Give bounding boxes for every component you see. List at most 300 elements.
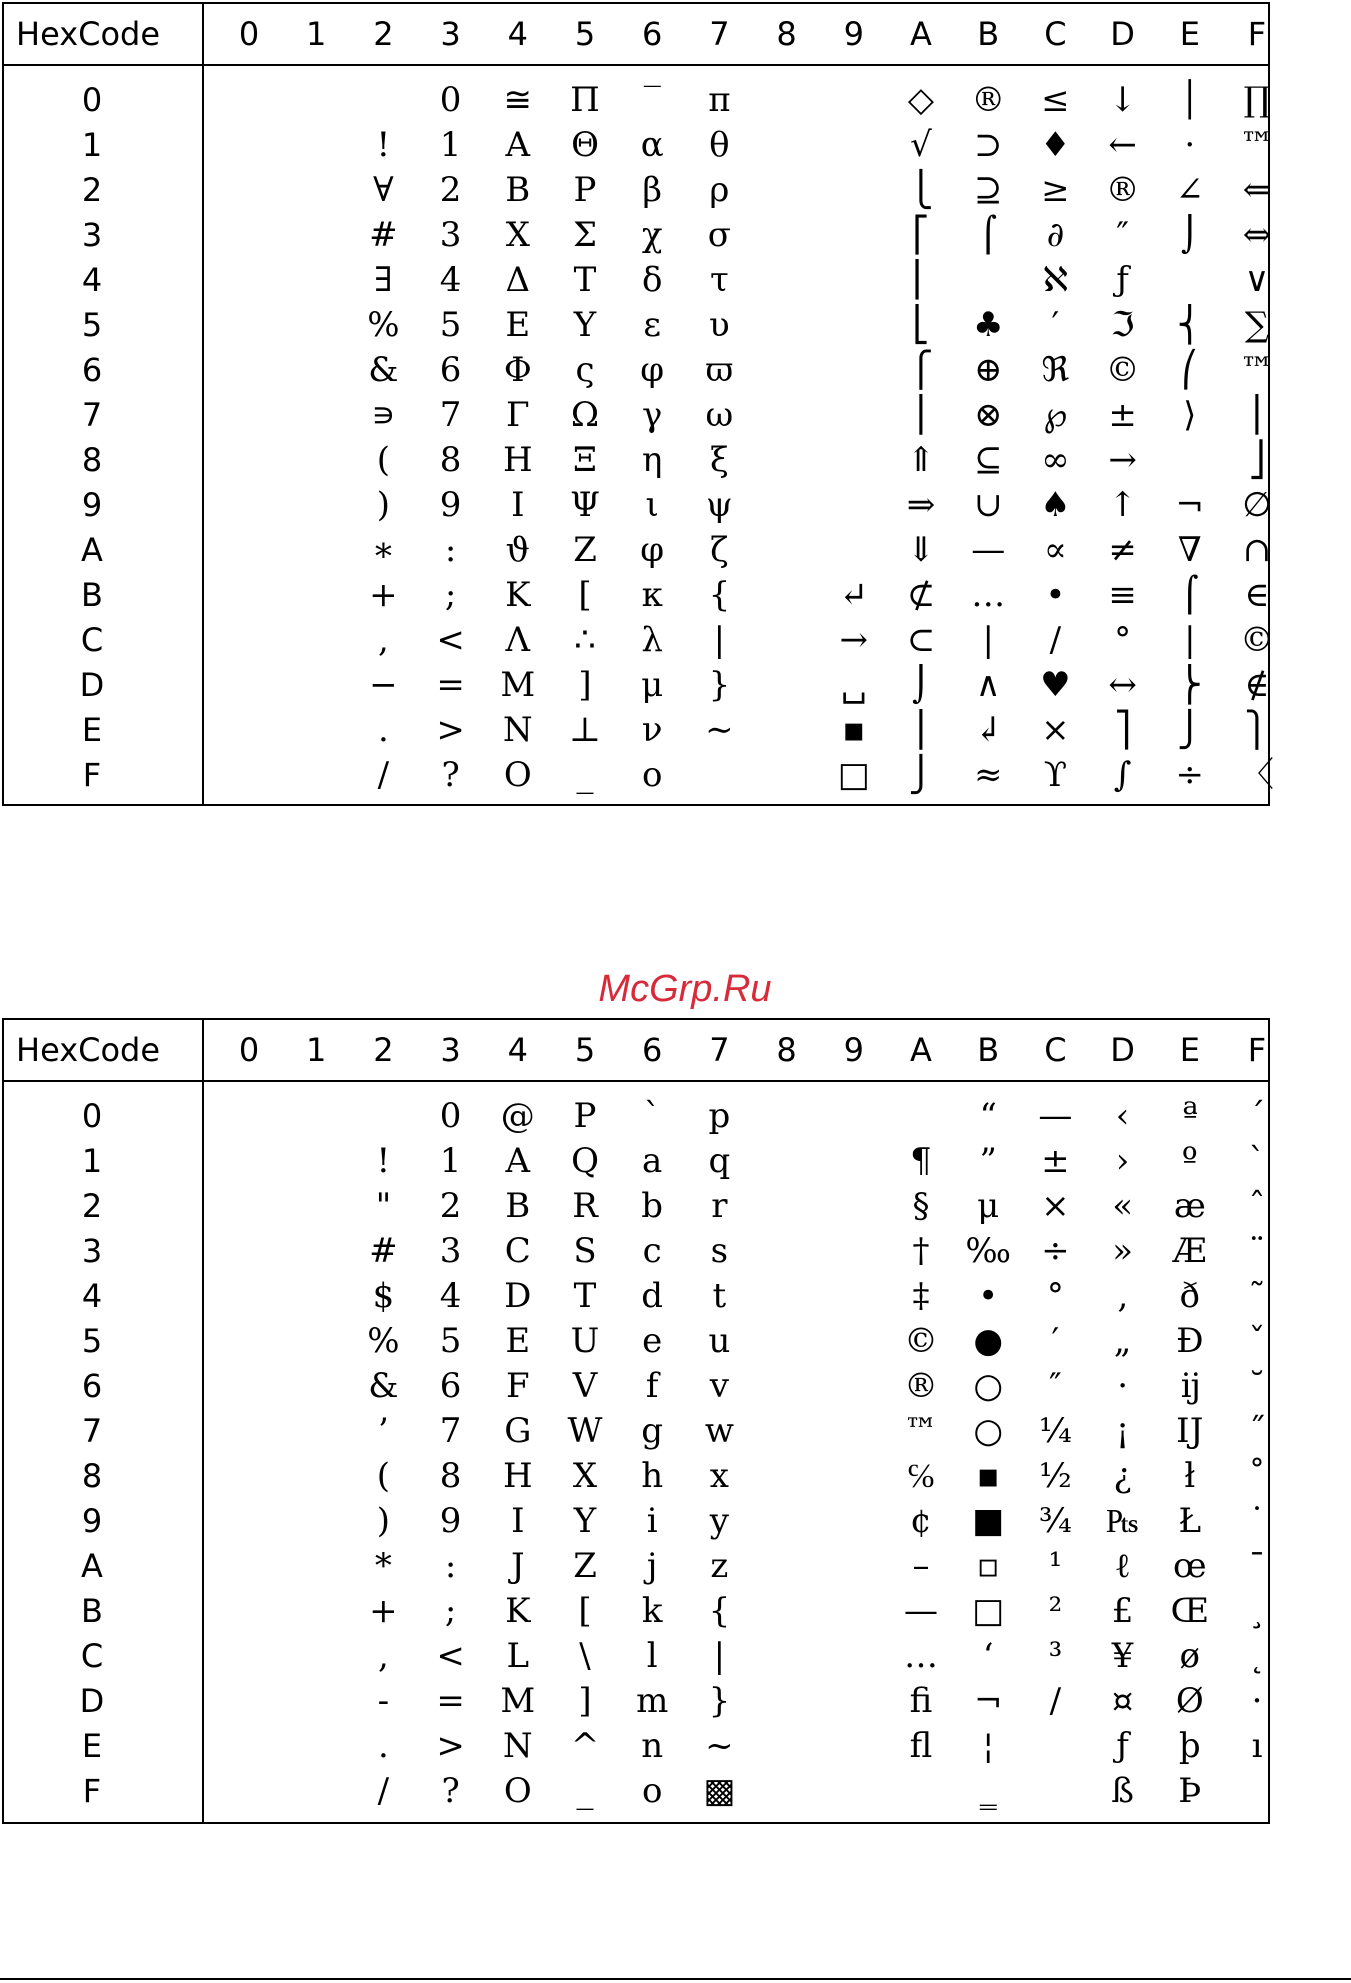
column-header-7: 7 [709, 1031, 730, 1069]
glyph-cell-c-f: © [1240, 620, 1274, 660]
glyph-cell-2-4: B [505, 1186, 531, 1226]
glyph-cell-8-4: Η [502, 440, 533, 480]
glyph-cell-d-a: ⌡ [912, 665, 930, 705]
glyph-cell-4-f: ∨ [1244, 260, 1270, 300]
glyph-cell-1-f: ` [1248, 1141, 1266, 1181]
glyph-cell-6-d: · [1117, 1366, 1128, 1406]
glyph-cell-3-3: 3 [439, 1231, 462, 1271]
glyph-cell-c-6: l [646, 1636, 658, 1676]
glyph-cell-6-a: ⎧ [908, 350, 934, 390]
glyph-cell-a-6: φ [640, 530, 665, 570]
glyph-cell-5-7: υ [709, 305, 730, 345]
glyph-cell-9-6: i [646, 1501, 658, 1541]
column-header-e: E [1179, 1031, 1200, 1069]
glyph-cell-1-b: ⊃ [973, 125, 1003, 165]
glyph-cell-2-c: × [1041, 1186, 1070, 1226]
glyph-cell-a-4: ϑ [505, 530, 530, 570]
row-header-f: F [82, 1772, 102, 1810]
glyph-cell-0-c: — [1038, 1096, 1073, 1136]
column-header-1: 1 [306, 1031, 327, 1069]
glyph-cell-d-6: μ [641, 665, 664, 705]
glyph-cell-5-e: ⎨ [1177, 305, 1203, 345]
glyph-cell-1-a: √ [910, 125, 932, 165]
row-header-6: 6 [81, 351, 103, 389]
glyph-cell-7-d: ± [1108, 395, 1137, 435]
hexcode-header: HexCode [16, 15, 161, 53]
row-header-e: E [81, 1727, 103, 1765]
row-header-c: C [80, 1637, 104, 1675]
glyph-cell-6-f: ™ [1240, 350, 1274, 390]
row-header-c: C [80, 621, 104, 659]
glyph-cell-8-3: 8 [439, 440, 462, 480]
glyph-cell-f-f: 〈 [1240, 755, 1274, 795]
glyph-cell-a-e: œ [1172, 1546, 1207, 1586]
glyph-cell-5-d: „ [1113, 1321, 1132, 1361]
glyph-cell-6-5: V [572, 1366, 598, 1406]
glyph-cell-6-6: f [645, 1366, 659, 1406]
glyph-cell-3-f: ⇔ [1242, 215, 1272, 255]
row-header-b: B [81, 576, 103, 614]
glyph-cell-4-a: ‡ [912, 1276, 930, 1316]
column-header-0: 0 [238, 15, 260, 53]
glyph-cell-3-7: σ [707, 215, 731, 255]
glyph-cell-3-5: S [573, 1231, 597, 1271]
glyph-cell-9-4: Ι [511, 485, 525, 525]
glyph-cell-9-a: ⇒ [906, 485, 936, 525]
glyph-cell-1-c: ± [1041, 1141, 1070, 1181]
glyph-cell-2-7: ρ [709, 170, 730, 210]
glyph-cell-2-6: b [641, 1186, 664, 1226]
glyph-cell-2-3: 2 [439, 170, 462, 210]
glyph-cell-a-4: J [510, 1546, 525, 1586]
glyph-cell-d-3: = [436, 1681, 465, 1721]
glyph-cell-7-c: ℘ [1043, 395, 1068, 435]
glyph-cell-c-b: ‘ [982, 1636, 994, 1676]
glyph-cell-2-5: Ρ [573, 170, 597, 210]
glyph-cell-4-e: ð [1179, 1276, 1201, 1316]
glyph-cell-e-b: ¦ [982, 1726, 994, 1766]
glyph-cell-b-e: Œ [1170, 1591, 1210, 1631]
glyph-cell-1-6: a [642, 1141, 663, 1181]
glyph-cell-b-3: ; [444, 575, 457, 615]
column-header-b: B [977, 15, 1000, 53]
glyph-cell-1-7: q [708, 1141, 731, 1181]
column-header-a: A [910, 1031, 932, 1069]
glyph-cell-2-2: ∀ [373, 170, 394, 210]
glyph-cell-8-6: η [642, 440, 663, 480]
glyph-cell-c-c: / [1049, 620, 1062, 660]
glyph-cell-8-a: ℅ [906, 1456, 936, 1496]
glyph-cell-c-2: , [377, 620, 389, 660]
column-header-5: 5 [574, 15, 596, 53]
glyph-cell-4-c: ℵ [1042, 260, 1069, 300]
glyph-cell-8-f: ⎦ [1248, 440, 1266, 480]
glyph-cell-f-a: ⎭ [908, 755, 934, 795]
glyph-cell-f-6: o [641, 1771, 663, 1811]
glyph-cell-d-a: ﬁ [909, 1681, 933, 1721]
row-header-4: 4 [81, 1277, 103, 1315]
glyph-cell-9-2: ) [376, 1501, 391, 1541]
glyph-cell-0-f: ´ [1248, 1096, 1266, 1136]
glyph-cell-d-c: ♥ [1040, 665, 1071, 705]
glyph-cell-7-c: ¼ [1038, 1411, 1072, 1451]
glyph-cell-a-d: ≠ [1108, 530, 1137, 570]
glyph-cell-8-b: ⊆ [973, 440, 1003, 480]
glyph-cell-6-2: & [368, 1366, 399, 1406]
glyph-cell-1-e: º [1181, 1141, 1198, 1181]
glyph-cell-d-c: / [1049, 1681, 1062, 1721]
glyph-cell-7-7: ω [705, 395, 734, 435]
glyph-cell-8-b: ▪ [976, 1456, 1000, 1496]
glyph-cell-9-b: ■ [972, 1501, 1005, 1541]
glyph-cell-1-d: › [1115, 1141, 1130, 1181]
glyph-cell-b-2: + [369, 575, 398, 615]
glyph-cell-4-4: D [504, 1276, 532, 1316]
glyph-cell-5-a: ⎣ [912, 305, 930, 345]
glyph-cell-4-b: • [978, 1276, 999, 1316]
glyph-cell-6-4: F [506, 1366, 530, 1406]
row-header-4: 4 [81, 261, 103, 299]
glyph-cell-3-a: ⎡ [912, 215, 930, 255]
glyph-cell-b-6: κ [641, 575, 663, 615]
glyph-cell-7-f: ⎪ [1244, 395, 1270, 435]
row-header-d: D [79, 1682, 105, 1720]
glyph-cell-2-4: Β [505, 170, 531, 210]
glyph-cell-f-4: O [503, 1771, 532, 1811]
glyph-cell-b-c: ² [1048, 1591, 1063, 1631]
glyph-cell-e-3: > [436, 710, 465, 750]
glyph-cell-b-5: [ [578, 575, 592, 615]
column-header-2: 2 [373, 1031, 394, 1069]
glyph-cell-e-6: n [641, 1726, 664, 1766]
glyph-cell-f-4: Ο [503, 755, 532, 795]
row-label-divider [202, 4, 204, 804]
glyph-cell-c-4: Λ [505, 620, 531, 660]
glyph-cell-e-4: N [502, 1726, 533, 1766]
row-header-a: A [81, 1547, 103, 1585]
glyph-cell-0-d: ‹ [1115, 1096, 1130, 1136]
glyph-cell-3-c: ÷ [1041, 1231, 1070, 1271]
glyph-cell-a-a: – [912, 1546, 930, 1586]
glyph-cell-0-5: P [573, 1096, 597, 1136]
glyph-cell-9-f: ∅ [1242, 485, 1272, 525]
glyph-cell-2-b: μ [977, 1186, 1000, 1226]
glyph-cell-d-7: } [708, 1681, 731, 1721]
glyph-cell-b-d: ≡ [1108, 575, 1137, 615]
glyph-cell-3-e: Æ [1172, 1231, 1207, 1271]
glyph-cell-b-e: ⌠ [1180, 575, 1199, 615]
glyph-cell-1-5: Q [571, 1141, 599, 1181]
row-header-8: 8 [81, 441, 103, 479]
glyph-cell-b-c: • [1045, 575, 1066, 615]
glyph-cell-e-a: ⎪ [908, 710, 934, 750]
glyph-cell-9-d: ₧ [1106, 1501, 1140, 1541]
glyph-cell-c-c: ³ [1048, 1636, 1063, 1676]
glyph-cell-7-a: ⎪ [908, 395, 934, 435]
glyph-cell-1-3: 1 [439, 1141, 462, 1181]
glyph-cell-5-6: e [642, 1321, 663, 1361]
glyph-cell-8-3: 8 [439, 1456, 462, 1496]
glyph-cell-5-e: Đ [1176, 1321, 1204, 1361]
glyph-cell-4-6: d [641, 1276, 664, 1316]
glyph-cell-f-d: ∫ [1113, 755, 1132, 795]
glyph-cell-c-e: | [1184, 620, 1196, 660]
row-header-f: F [82, 756, 102, 794]
glyph-cell-d-4: M [500, 1681, 536, 1721]
glyph-cell-e-f: ⎫ [1244, 710, 1270, 750]
glyph-cell-c-a: … [904, 1636, 938, 1676]
glyph-cell-9-b: ∪ [973, 485, 1003, 525]
glyph-cell-a-2: ∗ [371, 530, 395, 570]
column-header-3: 3 [440, 1031, 461, 1069]
glyph-cell-b-a: — [904, 1591, 938, 1631]
row-header-b: B [81, 1592, 103, 1630]
glyph-cell-0-e: │ [1179, 80, 1201, 120]
glyph-cell-5-a: © [904, 1321, 938, 1361]
glyph-cell-c-6: λ [641, 620, 663, 660]
row-header-8: 8 [81, 1457, 103, 1495]
glyph-cell-c-a: ⊂ [906, 620, 936, 660]
glyph-cell-e-2: . [377, 710, 389, 750]
column-header-c: C [1044, 1031, 1067, 1069]
glyph-cell-7-3: 7 [439, 395, 462, 435]
glyph-cell-9-d: ↑ [1108, 485, 1137, 525]
glyph-cell-6-b: ○ [973, 1366, 1004, 1406]
glyph-cell-8-5: X [572, 1456, 598, 1496]
watermark: McGrp.Ru [598, 968, 772, 1010]
column-header-0: 0 [238, 1031, 260, 1069]
glyph-cell-6-b: ⊕ [973, 350, 1003, 390]
glyph-cell-d-3: = [436, 665, 465, 705]
latin-charset-table [2, 1018, 1270, 1824]
glyph-cell-0-4: ≅ [503, 80, 533, 120]
glyph-cell-f-d: ß [1111, 1771, 1134, 1811]
glyph-cell-f-e: ÷ [1175, 755, 1205, 795]
glyph-cell-2-c: ≥ [1041, 170, 1070, 210]
glyph-cell-9-4: I [511, 1501, 525, 1541]
glyph-cell-b-9: ↵ [839, 575, 869, 615]
glyph-cell-a-f: ∩ [1242, 530, 1272, 570]
column-header-b: B [977, 1031, 1000, 1069]
glyph-cell-c-5: \ [579, 1636, 591, 1676]
glyph-cell-5-c: ′ [1051, 305, 1060, 345]
glyph-cell-6-7: ϖ [705, 350, 734, 390]
glyph-cell-6-c: ″ [1049, 1366, 1062, 1406]
glyph-cell-6-7: v [709, 1366, 729, 1406]
glyph-cell-2-2: " [375, 1186, 392, 1226]
glyph-cell-a-d: ℓ [1114, 1546, 1131, 1586]
glyph-cell-c-5: ∴ [574, 620, 596, 660]
glyph-cell-9-f: ˙ [1248, 1501, 1266, 1541]
glyph-cell-4-a: ⎢ [912, 260, 930, 300]
glyph-cell-8-d: ¿ [1113, 1456, 1132, 1496]
glyph-cell-4-7: t [712, 1276, 727, 1316]
glyph-cell-8-2: ( [376, 1456, 391, 1496]
symbol-charset-table [2, 2, 1274, 806]
glyph-cell-c-f: ˛ [1248, 1636, 1266, 1676]
glyph-cell-a-7: ζ [710, 530, 729, 570]
glyph-cell-0-3: 0 [439, 1096, 462, 1136]
glyph-cell-f-e: Þ [1178, 1771, 1202, 1811]
glyph-cell-c-2: , [377, 1636, 389, 1676]
glyph-cell-a-b: ▫ [976, 1546, 1000, 1586]
glyph-cell-f-5: _ [576, 755, 594, 795]
glyph-cell-7-3: 7 [439, 1411, 462, 1451]
glyph-cell-4-3: 4 [439, 260, 462, 300]
row-header-2: 2 [81, 1187, 103, 1225]
glyph-cell-e-a: ﬂ [909, 1726, 933, 1766]
glyph-cell-a-6: j [646, 1546, 658, 1586]
glyph-cell-a-c: ¹ [1048, 1546, 1063, 1586]
row-label-divider [202, 1020, 204, 1822]
glyph-cell-b-b: … [971, 575, 1006, 615]
glyph-cell-6-3: 6 [439, 1366, 462, 1406]
glyph-cell-c-d: ¥ [1111, 1636, 1134, 1676]
row-header-0: 0 [81, 81, 103, 119]
glyph-cell-0-c: ≤ [1041, 80, 1070, 120]
row-header-3: 3 [81, 216, 103, 254]
row-header-1: 1 [81, 1142, 103, 1180]
glyph-cell-3-b: ‰ [965, 1231, 1011, 1271]
glyph-cell-e-e: ⎭ [1177, 710, 1203, 750]
glyph-cell-8-e: ł [1184, 1456, 1196, 1496]
glyph-cell-2-d: « [1112, 1186, 1133, 1226]
glyph-cell-a-e: ∇ [1177, 530, 1202, 570]
glyph-cell-d-d: ↔ [1108, 665, 1137, 705]
glyph-cell-4-5: Τ [573, 260, 597, 300]
glyph-cell-9-5: Y [573, 1501, 597, 1541]
glyph-cell-b-2: + [369, 1591, 398, 1631]
glyph-cell-6-4: Φ [503, 350, 532, 390]
glyph-cell-1-4: Α [505, 125, 531, 165]
glyph-cell-2-e: æ [1173, 1186, 1206, 1226]
glyph-cell-b-f: ¸ [1248, 1591, 1266, 1631]
glyph-cell-7-2: ∍ [371, 395, 396, 435]
glyph-cell-1-e: · [1184, 125, 1196, 165]
glyph-cell-7-6: g [641, 1411, 664, 1451]
glyph-cell-8-6: h [641, 1456, 664, 1496]
glyph-cell-d-e: Ø [1175, 1681, 1204, 1721]
row-header-7: 7 [81, 396, 103, 434]
glyph-cell-e-d: ƒ [1116, 1726, 1129, 1766]
glyph-cell-b-3: ; [444, 1591, 457, 1631]
glyph-cell-f-9: □ [837, 755, 870, 795]
glyph-cell-3-c: ∂ [1046, 215, 1065, 255]
glyph-cell-8-c: ½ [1038, 1456, 1072, 1496]
glyph-cell-0-f: ∏ [1243, 80, 1271, 120]
glyph-cell-2-a: ⎩ [908, 170, 934, 210]
glyph-cell-4-d: ƒ [1116, 260, 1129, 300]
glyph-cell-4-6: δ [641, 260, 663, 300]
glyph-cell-5-c: ′ [1051, 1321, 1060, 1361]
glyph-cell-0-a: ◇ [907, 80, 935, 120]
glyph-cell-3-6: c [642, 1231, 662, 1271]
glyph-cell-9-3: 9 [439, 485, 462, 525]
glyph-cell-4-d: ‚ [1117, 1276, 1128, 1316]
glyph-cell-2-f: ˆ [1248, 1186, 1266, 1226]
glyph-cell-a-b: — [971, 530, 1006, 570]
glyph-cell-3-2: # [369, 215, 398, 255]
glyph-cell-5-4: Ε [505, 305, 531, 345]
glyph-cell-1-d: ← [1108, 125, 1137, 165]
row-header-d: D [79, 666, 105, 704]
glyph-cell-c-9: → [839, 620, 869, 660]
glyph-cell-5-b: ♣ [972, 305, 1004, 345]
glyph-cell-4-2: $ [372, 1276, 395, 1316]
glyph-cell-9-a: ¢ [910, 1501, 932, 1541]
glyph-cell-6-2: & [368, 350, 399, 390]
glyph-cell-0-6: ‾ [643, 80, 661, 120]
glyph-cell-9-5: Ψ [570, 485, 600, 525]
glyph-cell-3-3: 3 [439, 215, 462, 255]
glyph-cell-3-4: C [504, 1231, 531, 1271]
glyph-cell-2-f: ⇐ [1242, 170, 1272, 210]
glyph-cell-a-c: ∝ [1043, 530, 1067, 570]
glyph-cell-1-5: Θ [571, 125, 599, 165]
glyph-cell-e-b: ↲ [973, 710, 1003, 750]
glyph-cell-0-b: ® [971, 80, 1006, 120]
glyph-cell-6-e: ⎛ [1181, 350, 1199, 390]
glyph-cell-5-4: E [505, 1321, 531, 1361]
glyph-cell-5-b: ● [973, 1321, 1004, 1361]
glyph-cell-d-2: - [377, 1681, 390, 1721]
column-header-3: 3 [440, 15, 461, 53]
glyph-cell-1-b: ” [979, 1141, 997, 1181]
glyph-cell-2-7: r [711, 1186, 728, 1226]
glyph-cell-6-d: © [1105, 350, 1140, 390]
column-header-4: 4 [507, 1031, 528, 1069]
glyph-cell-a-5: Ζ [573, 530, 597, 570]
row-header-9: 9 [81, 1502, 103, 1540]
glyph-cell-1-2: ! [376, 1141, 391, 1181]
glyph-cell-c-e: ø [1179, 1636, 1201, 1676]
glyph-cell-1-6: α [640, 125, 664, 165]
column-header-c: C [1044, 15, 1067, 53]
hexcode-header: HexCode [16, 1031, 161, 1069]
glyph-cell-e-9: ▪ [842, 710, 866, 750]
glyph-cell-3-e: ⌡ [1180, 215, 1199, 255]
glyph-cell-4-c: ° [1046, 1276, 1064, 1316]
glyph-cell-e-7: ~ [705, 1726, 734, 1766]
glyph-cell-0-5: Π [570, 80, 600, 120]
glyph-cell-f-3: ? [441, 755, 460, 795]
glyph-cell-0-7: p [708, 1096, 731, 1136]
glyph-cell-e-6: ν [641, 710, 663, 750]
glyph-cell-d-b: ¬ [973, 1681, 1003, 1721]
glyph-cell-5-3: 5 [439, 305, 462, 345]
column-header-6: 6 [642, 15, 663, 53]
glyph-cell-7-a: ™ [904, 1411, 938, 1451]
glyph-cell-e-3: > [436, 1726, 465, 1766]
glyph-cell-2-e: ∠ [1175, 170, 1205, 210]
row-header-e: E [81, 711, 103, 749]
glyph-cell-9-e: Ł [1178, 1501, 1202, 1541]
glyph-cell-7-f: ˝ [1248, 1411, 1266, 1451]
glyph-cell-a-7: z [710, 1546, 729, 1586]
glyph-cell-5-3: 5 [439, 1321, 462, 1361]
glyph-cell-f-2: / [377, 755, 390, 795]
glyph-cell-b-4: Κ [505, 575, 531, 615]
row-header-5: 5 [81, 306, 103, 344]
glyph-cell-b-a: ⊄ [906, 575, 936, 615]
glyph-cell-9-e: ¬ [1175, 485, 1205, 525]
glyph-cell-c-4: L [506, 1636, 530, 1676]
glyph-cell-f-b: ‗ [979, 1771, 997, 1811]
glyph-cell-f-7: ▩ [703, 1771, 736, 1811]
glyph-cell-c-d: ° [1114, 620, 1132, 660]
glyph-cell-7-7: w [704, 1411, 734, 1451]
glyph-cell-d-f: ∉ [1244, 665, 1270, 705]
